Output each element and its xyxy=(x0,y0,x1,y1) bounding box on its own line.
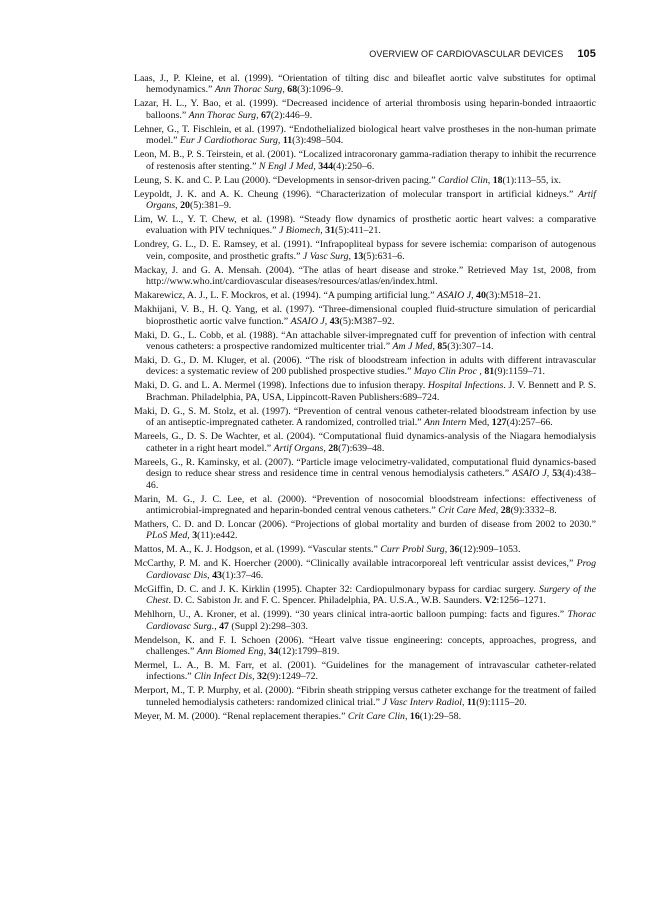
reference-text: , xyxy=(432,341,438,353)
reference-text: Marin, M. G., J. C. Lee, et al. (2000). “Prevention of nosocomial bloodstream infections: effectiveness of antimicrobial-impregnated and heparin-bonded central venous catheters.” xyxy=(134,493,596,516)
journal-title: Crit Care Med xyxy=(438,504,496,516)
reference-entry xyxy=(134,175,596,186)
reference-entry xyxy=(134,380,596,403)
reference-text: Leung, S. K. and C. P. Lau (2000). “Developments in sensor-driven pacing.” xyxy=(134,174,439,186)
reference-text: (11):e442. xyxy=(197,530,238,542)
reference-text: :1256–1271. xyxy=(496,595,547,607)
volume-number: 68 xyxy=(287,84,298,96)
reference-text: , xyxy=(476,366,485,378)
reference-text: (3):M518–21. xyxy=(485,290,541,302)
volume-number: 28 xyxy=(328,442,339,454)
journal-title: Artif Organs xyxy=(146,188,596,212)
reference-text: , xyxy=(214,620,220,632)
reference-entry xyxy=(134,304,596,327)
reference-text: Makarewicz, A. J., L. F. Mockros, et al. (1994). “A pumping artificial lung.” xyxy=(134,290,437,302)
reference-text: (9):1115–20. xyxy=(476,696,527,708)
reference-text: , xyxy=(471,290,477,302)
journal-title: Prog Cardiovasc Dis xyxy=(146,558,596,581)
reference-entry xyxy=(134,544,596,555)
reference-text: (2):446–9. xyxy=(270,109,313,121)
reference-text: (4):257–66. xyxy=(506,417,553,429)
reference-entry xyxy=(134,711,596,722)
reference-text: Leon, M. B., P. S. Teirstein, et al. (2001). “Localized intracoronary gamma-radiation therapy to inhibit the recurrence of restenosis after stenting.” xyxy=(134,149,596,172)
volume-number: 40 xyxy=(476,290,486,302)
reference-entry xyxy=(134,124,596,147)
reference-text: , xyxy=(444,544,450,556)
volume-number: 43 xyxy=(329,315,340,327)
reference-entry xyxy=(134,189,596,212)
reference-text: . D. C. Sabiston Jr. and F. C. Spencer. Philadelphia, PA. U.S.A., W.B. Saunders. xyxy=(168,595,485,607)
page-number: 105 xyxy=(577,48,596,60)
running-header xyxy=(134,48,596,60)
reference-text: (4):250–6. xyxy=(333,160,375,172)
volume-number: 28 xyxy=(500,504,511,516)
reference-entry xyxy=(134,494,596,517)
reference-text: , xyxy=(187,530,193,542)
reference-entry xyxy=(134,584,596,607)
reference-text: Londrey, G. L., D. E. Ramsey, et al. (1991). “Infrapopliteal bypass for severe ischemia: comparison of autogenous vein, composite, and prosthetic grafts.” xyxy=(134,239,596,262)
volume-number: 85 xyxy=(437,341,448,353)
reference-entry xyxy=(134,519,596,542)
running-title: OVERVIEW OF CARDIOVASCULAR DEVICES xyxy=(369,49,564,59)
reference-text: Leypoldt, J. K. and A. K. Cheung (1996). “Characterization of molecular transport in artificial kidneys.” xyxy=(134,188,578,200)
reference-text: Laas, J., P. Kleine, et al. (1999). “Orientation of tilting disc and bileaflet aortic valve substitutes for optimal hemodynamics.” xyxy=(134,73,596,96)
reference-text: Maki, D. G. and L. A. Mermel (1998). Infections due to infusion therapy. xyxy=(134,380,428,392)
reference-text: (1):113–55, ix. xyxy=(502,174,561,186)
reference-text: , xyxy=(320,225,326,237)
journal-title: Crit Care Clin xyxy=(347,710,405,722)
reference-text: Mackay, J. and G. A. Mensah. (2004). “The atlas of heart disease and stroke.” Retrieved May 1st, 2008, from http://www.who.int/cardiovascular diseases/resources/atlas/en/index.html. xyxy=(134,264,596,288)
reference-text: , xyxy=(348,250,354,262)
volume-number: 53 xyxy=(552,468,563,480)
reference-text: Lazar, H. L., Y. Bao, et al. (1999). “Decreased incidence of arterial thrombosis using heparin-bonded intraaortic balloons.” xyxy=(134,98,596,121)
reference-text: , xyxy=(546,468,553,480)
reference-text: (4):438–46. xyxy=(146,468,596,491)
reference-text: , xyxy=(324,315,330,327)
reference-text: (5):631–6. xyxy=(363,250,405,262)
volume-number: 344 xyxy=(318,160,333,172)
reference-text: McGiffin, D. C. and J. K. Kirklin (1995). Chapter 32: Cardiopulmonary bypass for cardiac surgery. xyxy=(134,583,540,595)
volume-number: 3 xyxy=(192,530,198,542)
reference-text: Merport, M., T. P. Murphy, et al. (2000). “Fibrin sheath stripping versus catheter exchange for the treatment of failed tunneled hemodialysis catheters: randomized clinical trial.” xyxy=(134,685,596,708)
reference-entry xyxy=(134,609,596,632)
volume-number: 13 xyxy=(353,250,364,262)
reference-entry xyxy=(134,685,596,708)
reference-text: Mehlhorn, U., A. Kroner, et al. (1999). “30 years clinical intra-aortic balloon pumping: facts and figures.” xyxy=(134,609,568,621)
reference-text: Maki, D. G., L. Cobb, et al. (1988). “An attachable silver-impregnated cuff for prevention of infection with central venous catheters: a prospective randomized multicenter trial.” xyxy=(134,329,596,353)
reference-text: (9):1249–72. xyxy=(266,671,318,683)
reference-text: Meyer, M. M. (2000). “Renal replacement therapies.” xyxy=(134,710,348,722)
reference-text: (7):639–48. xyxy=(338,442,385,454)
reference-text: , xyxy=(282,84,288,96)
reference-text: (3):498–504. xyxy=(292,135,344,147)
journal-title: Ann Thorac Surg xyxy=(188,109,257,121)
reference-text: Mareels, G., D. S. De Wachter, et al. (2004). “Computational fluid dynamics-analysis of the Niagara hemodialysis catheter in a right heart model.” xyxy=(134,431,596,454)
journal-title: Clin Infect Dis xyxy=(194,671,253,683)
volume-number: V2 xyxy=(484,595,497,607)
journal-title: Am J Med xyxy=(392,341,433,353)
reference-text: (1):37–46. xyxy=(221,569,264,581)
reference-text: (9):3332–8. xyxy=(510,504,557,516)
reference-text: , xyxy=(495,504,501,516)
journal-title: Hospital Infections xyxy=(427,380,504,392)
journal-title: PLoS Med xyxy=(146,530,188,542)
reference-text: , xyxy=(487,174,493,186)
reference-text: (5):M387–92. xyxy=(339,315,395,327)
journal-title: J Vasc Interv Radiol xyxy=(382,696,462,708)
reference-entry xyxy=(134,239,596,262)
journal-title: Ann Biomed Eng xyxy=(196,645,264,657)
reference-text: Mendelson, K. and F. I. Schoen (2006). “Heart valve tissue engineering: concepts, approaches, progress, and challenges.” xyxy=(134,634,596,657)
reference-text: , xyxy=(313,160,319,172)
journal-title: ASAIO J xyxy=(512,468,547,480)
reference-text: Makhijani, V. B., H. Q. Yang, et al. (1997). “Three-dimensional coupled fluid-structure simulation of pericardial bioprosthetic aortic valve function.” xyxy=(134,304,596,327)
journal-title: Ann Thorac Surg xyxy=(214,84,283,96)
journal-title: Thorac Cardiovasc Surg. xyxy=(146,609,596,632)
journal-title: ASAIO J xyxy=(290,315,325,327)
volume-number: 81 xyxy=(484,366,495,378)
reference-text: (12):1799–819. xyxy=(278,645,340,657)
volume-number: 11 xyxy=(466,696,477,708)
reference-text: Lehner, G., T. Fischlein, et al. (1997). “Endothelialized biological heart valve prostheses in the non-human primate model.” xyxy=(134,123,596,147)
volume-number: 31 xyxy=(325,225,335,237)
reference-text: , xyxy=(256,109,262,121)
reference-entry xyxy=(134,214,596,237)
reference-text: , xyxy=(207,569,213,581)
reference-text: (Suppl 2):298–303. xyxy=(228,620,308,632)
volume-number: 34 xyxy=(268,645,279,657)
reference-text: (9):1159–71. xyxy=(494,366,545,378)
volume-number: 18 xyxy=(492,174,503,186)
reference-text: , xyxy=(175,200,181,212)
journal-title: ASAIO J xyxy=(436,290,472,302)
volume-number: 127 xyxy=(491,417,507,429)
reference-entry xyxy=(134,457,596,491)
reference-text: Maki, D. G., D. M. Kluger, et al. (2006). “The risk of bloodstream infection in adults with different intravascular devices: a systematic review of 200 published prospective studies.” xyxy=(134,355,596,378)
reference-text: Maki, D. G., S. M. Stolz, et al. (1997). “Prevention of central venous catheter-related bloodstream infection by use of an antiseptic-impregnated catheter. A randomized, controlled trial.” xyxy=(134,405,596,429)
reference-list xyxy=(134,73,596,725)
volume-number: 16 xyxy=(409,710,420,722)
reference-text: , xyxy=(462,696,467,708)
reference-text: (5):411–21. xyxy=(335,225,381,237)
reference-text: (3):307–14. xyxy=(447,341,494,353)
reference-text: Mathers, C. D. and D. Loncar (2006). “Projections of global mortality and burden of disease from 2002 to 2030.” xyxy=(134,518,596,530)
reference-text: McCarthy, P. M. and K. Hoercher (2000). “Clinically available intracorporeal left ventricular assist devices,” xyxy=(134,558,577,570)
journal-title: N Engl J Med xyxy=(258,160,314,172)
reference-entry xyxy=(134,431,596,454)
reference-entry xyxy=(134,355,596,378)
reference-text: Med, xyxy=(466,417,492,429)
reference-entry xyxy=(134,635,596,658)
reference-text: , xyxy=(263,645,269,657)
volume-number: 43 xyxy=(212,569,222,581)
reference-text: Mermel, L. A., B. M. Farr, et al. (2001). “Guidelines for the management of intravascular catheter-related infections.” xyxy=(134,659,596,683)
journal-title: Ann Intern xyxy=(423,417,467,429)
reference-entry xyxy=(134,265,596,288)
journal-title: J Biomech xyxy=(278,225,321,237)
reference-entry xyxy=(134,290,596,301)
reference-text: (1):29–58. xyxy=(419,710,462,722)
reference-entry xyxy=(134,98,596,121)
journal-title: Cardiol Clin xyxy=(438,174,488,186)
journal-title: Mayo Clin Proc xyxy=(413,366,477,378)
volume-number: 32 xyxy=(257,671,267,683)
reference-text: , xyxy=(277,135,283,147)
reference-text: , xyxy=(323,442,329,454)
reference-entry xyxy=(134,73,596,96)
reference-entry xyxy=(134,330,596,353)
reference-entry xyxy=(134,406,596,429)
journal-title: J Vasc Surg xyxy=(302,250,349,262)
reference-text: (3):1096–9. xyxy=(297,84,344,96)
journal-title: Curr Probl Surg xyxy=(380,544,445,556)
reference-entry xyxy=(134,149,596,172)
reference-text: , xyxy=(252,671,257,683)
volume-number: 11 xyxy=(282,135,293,147)
reference-text: Mattos, M. A., K. J. Hodgson, et al. (1999). “Vascular stents.” xyxy=(134,544,381,556)
reference-text: (5):381–9. xyxy=(189,200,232,212)
reference-text: . J. V. Bennett and P. S. Brachman. Philadelphia, PA, USA, Lippincott-Raven Publishers:689–724. xyxy=(146,380,596,403)
volume-number: 20 xyxy=(180,200,190,212)
volume-number: 47 xyxy=(219,620,229,632)
journal-title: Surgery of the Chest xyxy=(146,583,597,607)
journal-title: Eur J Cardiothorac Surg xyxy=(179,135,278,147)
volume-number: 67 xyxy=(261,109,271,121)
reference-text: Lim, W. L., Y. T. Chew, et al. (1998). “Steady flow dynamics of prosthetic aortic heart valves: a comparative evaluation with PIV techniques.” xyxy=(134,214,596,237)
volume-number: 36 xyxy=(449,544,460,556)
reference-entry xyxy=(134,558,596,581)
reference-entry xyxy=(134,660,596,683)
reference-text: , xyxy=(404,710,410,722)
journal-title: Artif Organs xyxy=(273,442,324,454)
reference-text: Mareels, G., R. Kaminsky, et al. (2007). “Particle image velocimetry-validated, computational fluid dynamics-based design to reduce shear stress and residence time in central venous hemodialysis catheters.” xyxy=(134,456,596,480)
reference-text: (12):909–1053. xyxy=(459,544,521,556)
